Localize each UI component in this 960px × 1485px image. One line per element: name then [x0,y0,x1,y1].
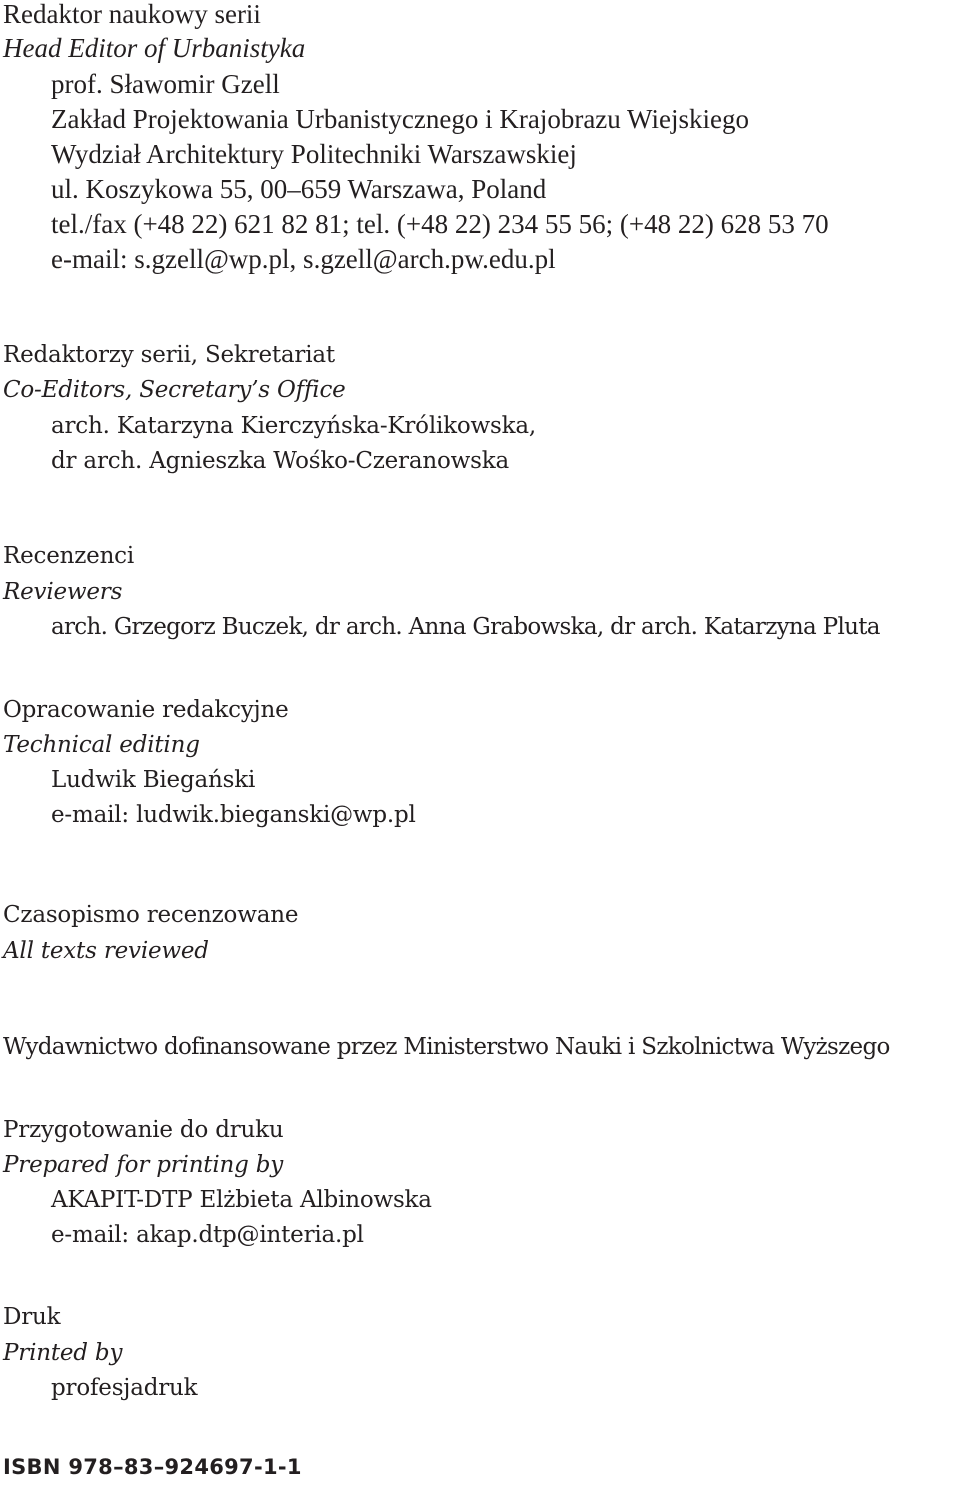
head-editor-address: ul. Koszykowa 55, 00–659 Warszawa, Poland [51,174,547,204]
reviewers-label-pl: Recenzenci [3,543,135,569]
technical-editing-label-pl: Opracowanie redakcyjne [3,697,289,723]
co-editor-2: dr arch. Agnieszka Wośko-Czeranowska [51,448,509,474]
head-editor-email: e-mail: s.gzell@wp.pl, s.gzell@arch.pw.edu.pl [51,244,556,274]
head-editor-department: Zakład Projektowania Urbanistycznego i Krajobrazu Wiejskiego [51,104,749,134]
co-editor-1: arch. Katarzyna Kierczyńska-Królikowska, [51,413,536,439]
reviewers-label-en: Reviewers [3,579,123,605]
technical-editing-label-en: Technical editing [3,732,200,758]
technical-editor-email: e-mail: ludwik.bieganski@wp.pl [51,802,416,828]
prepress-label-en: Prepared for printing by [3,1152,284,1178]
isbn: ISBN 978–83–924697-1-1 [3,1455,302,1479]
prepress-email: e-mail: akap.dtp@interia.pl [51,1222,364,1248]
head-editor-label-pl: Redaktor naukowy serii [3,0,261,29]
head-editor-label-en: Head Editor of Urbanistyka [3,33,306,63]
prepress-label-pl: Przygotowanie do druku [3,1117,284,1143]
technical-editor-name: Ludwik Biegański [51,767,256,793]
co-editors-label-en: Co-Editors, Secretary’s Office [3,377,346,403]
head-editor-name: prof. Sławomir Gzell [51,69,280,99]
head-editor-faculty: Wydział Architektury Politechniki Warszawskiej [51,139,577,169]
prepress-name: AKAPIT-DTP Elżbieta Albinowska [51,1187,432,1213]
reviewers-names: arch. Grzegorz Buczek, dr arch. Anna Grabowska, dr arch. Katarzyna Pluta [51,614,880,640]
print-label-pl: Druk [3,1304,61,1330]
co-editors-label-pl: Redaktorzy serii, Sekretariat [3,342,335,368]
printer-name: profesjadruk [51,1375,198,1401]
print-label-en: Printed by [3,1340,123,1366]
funding-statement: Wydawnictwo dofinansowane przez Ministerstwo Nauki i Szkolnictwa Wyższego [3,1034,890,1060]
reviewed-label-en: All texts reviewed [3,938,209,964]
reviewed-label-pl: Czasopismo recenzowane [3,902,299,928]
head-editor-phone: tel./fax (+48 22) 621 82 81; tel. (+48 22) 234 55 56; (+48 22) 628 53 70 [51,209,829,239]
